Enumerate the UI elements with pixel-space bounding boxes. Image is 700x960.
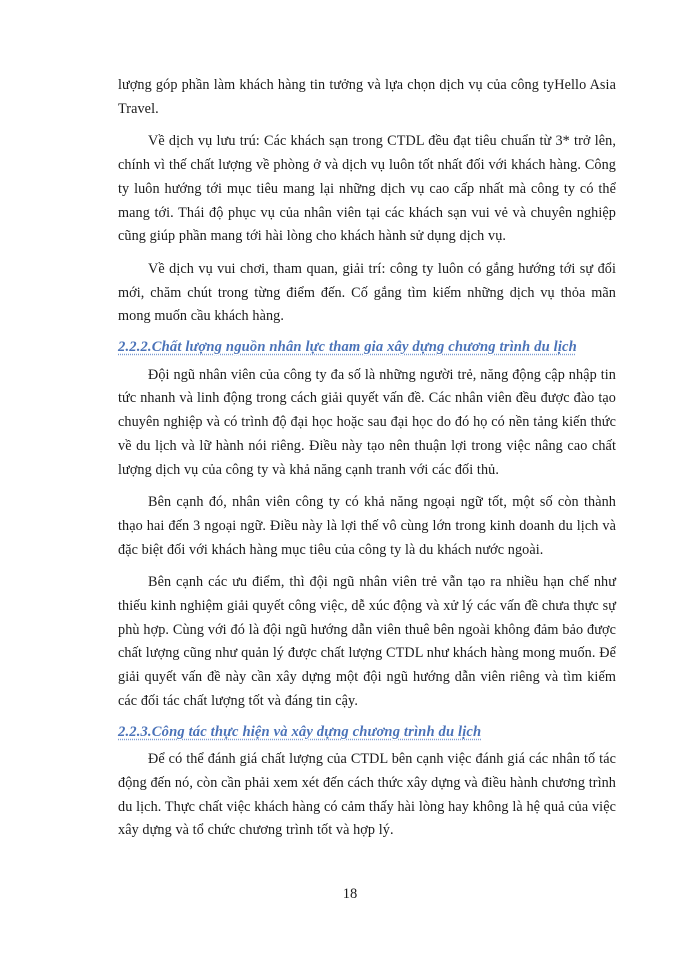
paragraph-program-building: Để có thể đánh giá chất lượng của CTDL bên cạnh việc đánh giá các nhân tố tác động đến nó, còn cần phải xem xét đến cách thức xây dựng và điều hành chương trình du lịch. Thực chất việc khách hàng có cảm thấy hài lòng hay không là hệ quả của việc xây dựng và tổ chức chương trình tốt và hợp lý. [118, 751, 616, 839]
paragraph-staff-overview: Đội ngũ nhân viên của công ty đa số là những người trẻ, năng động cập nhập tin tức nhanh và linh động trong cách giải quyết vấn đề. Các nhân viên đều được đào tạo chuyên nghiệp và có trình độ đại học hoặc sau đại học do đó họ có nền tảng kiến thức về du lịch và lữ hành nói riêng. Điều này tạo nên thuận lợi trong việc nâng cao chất lượng dịch vụ của công ty và khả năng cạnh tranh với các đối thủ. [118, 366, 616, 478]
paragraph-staff-limitations: Bên cạnh các ưu điểm, thì đội ngũ nhân viên trẻ vẫn tạo ra nhiều hạn chế như thiếu kinh nghiệm giải quyết công việc, dễ xúc động và xử lý các vấn đề chưa thực sự phù hợp. Cùng với đó là đội ngũ hướng dẫn viên thuê bên ngoài không đảm bảo được chất lượng cũng như quản lý được chất lượng CTDL như khách hàng mong muốn. Để giải quyết vấn đề này cần xây dựng một đội ngũ hướng dẫn viên riêng và tìm kiếm các đối tác chất lượng tốt và đáng tin cậy. [118, 574, 616, 709]
page-number: 18 [342, 886, 358, 902]
section-heading-2-2-2: 2.2.2.Chất lượng nguồn nhân lực tham gia xây dựng chương trình du lịch [118, 339, 577, 356]
document-page [118, 74, 616, 843]
paragraph-accommodation-services: Về dịch vụ lưu trú: Các khách sạn trong CTDL đều đạt tiêu chuẩn từ 3* trở lên, chính vì thế chất lượng về phòng ở và dịch vụ luôn tốt nhất đối với khách hàng. Công ty luôn hướng tới mục tiêu mang lại những dịch vụ cao cấp nhất mà công ty có thể mang tới. Thái độ phục vụ của nhân viên tại các khách sạn vui vẻ và chuyên nghiệp cũng giúp phần mang tới hài lòng cho khách hành sử dụng dịch vụ. [118, 133, 616, 245]
paragraph-continuation: lượng góp phần làm khách hàng tin tưởng và lựa chọn dịch vụ của công tyHello Asia Travel. [118, 77, 616, 117]
section-heading-2-2-3: 2.2.3.Công tác thực hiện và xây dựng chương trình du lịch [118, 723, 482, 740]
paragraph-staff-languages: Bên cạnh đó, nhân viên công ty có khả năng ngoại ngữ tốt, một số còn thành thạo hai đến 3 ngoại ngữ. Điều này là lợi thế vô cùng lớn trong kinh doanh du lịch và đặc biệt đối với khách hàng mục tiêu của công ty là du khách nước ngoài. [118, 494, 616, 558]
paragraph-entertainment-services: Về dịch vụ vui chơi, tham quan, giải trí: công ty luôn có gắng hướng tới sự đổi mới, chăm chút trong từng điểm đến. Cố gắng tìm kiếm những dịch vụ thỏa mãn mong muốn cầu khách hàng. [118, 260, 616, 325]
